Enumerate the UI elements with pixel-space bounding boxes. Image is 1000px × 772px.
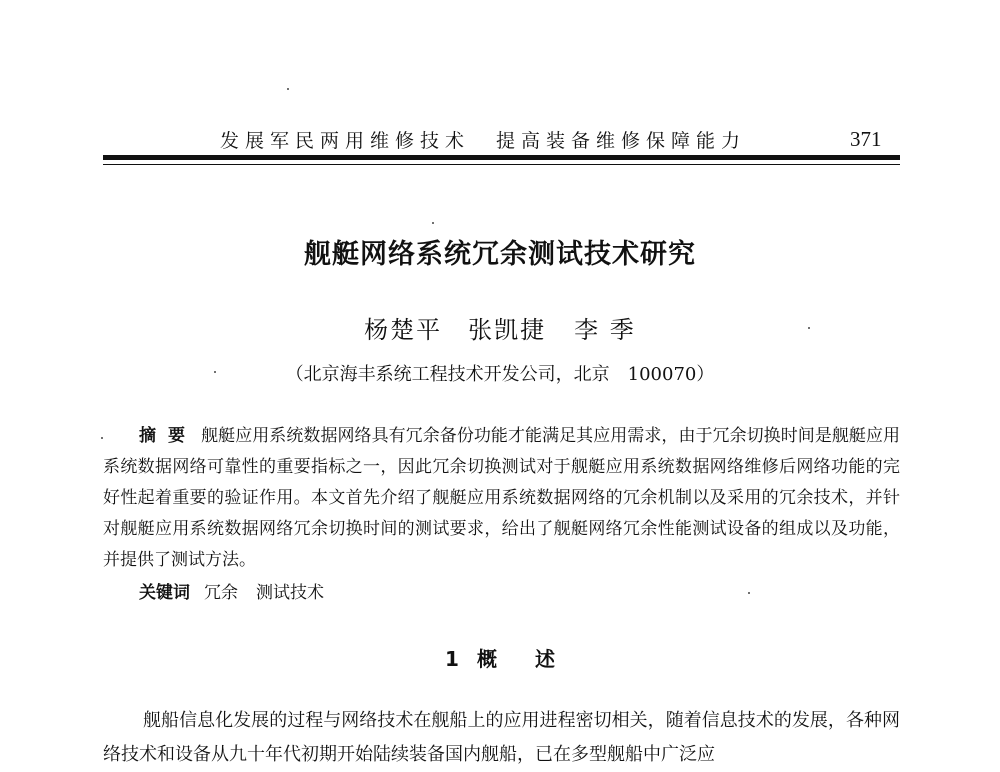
scan-speck (748, 592, 750, 594)
running-title-left: 发展军民两用维修技术 (220, 130, 471, 152)
running-title-right: 提高装备维修保障能力 (496, 130, 747, 152)
header-rule-thick (103, 155, 900, 160)
scan-speck (432, 222, 434, 224)
abstract-text: 舰艇应用系统数据网络具有冗余备份功能才能满足其应用需求，由于冗余切换时间是舰艇应用系统数据网络可靠性的重要指标之一，因此冗余切换测试对于舰艇应用系统数据网络维修后网络功能的完好性起着重要的验证作用。本文首先介绍了舰艇应用系统数据网络的冗余机制以及采用的冗余技术，并针对舰艇应用系统数据网络冗余切换时间的测试要求，给出了舰艇网络冗余性能测试设备的组成以及功能，并提供了测试方法。 (103, 426, 901, 570)
keywords (139, 578, 324, 603)
keywords-label: 关键词 (139, 583, 190, 603)
running-head (220, 126, 746, 153)
header-rule-thin (103, 164, 900, 165)
page-number: 371 (850, 127, 882, 151)
section-body-text: 舰船信息化发展的过程与网络技术在舰船上的应用进程密切相关，随着信息技术的发展，各种网络技术和设备从九十年代初期开始陆续装备国内舰船，已在多型舰船中广泛应 (103, 710, 900, 765)
affiliation: （北京海丰系统工程技术开发公司，北京 100070） (285, 364, 715, 385)
section-title-part-1: 概 (476, 647, 497, 671)
section-number: 1 (445, 647, 459, 671)
authors (0, 310, 1000, 345)
section-title-part-2: 述 (534, 647, 555, 671)
abstract-label: 摘要 (139, 426, 198, 446)
paper-title: 舰艇网络系统冗余测试技术研究 (304, 239, 696, 270)
section-heading (0, 643, 1000, 672)
scan-speck (101, 437, 103, 439)
author-3: 李 季 (574, 316, 636, 344)
keyword-1: 冗余 (204, 583, 238, 603)
scan-speck (214, 371, 216, 373)
scan-speck (808, 327, 810, 329)
section-body (103, 704, 900, 772)
keyword-2: 测试技术 (256, 583, 324, 603)
abstract (103, 421, 900, 576)
author-2: 张凯捷 (468, 316, 547, 344)
scan-speck (287, 88, 289, 90)
author-1: 杨楚平 (364, 316, 443, 344)
